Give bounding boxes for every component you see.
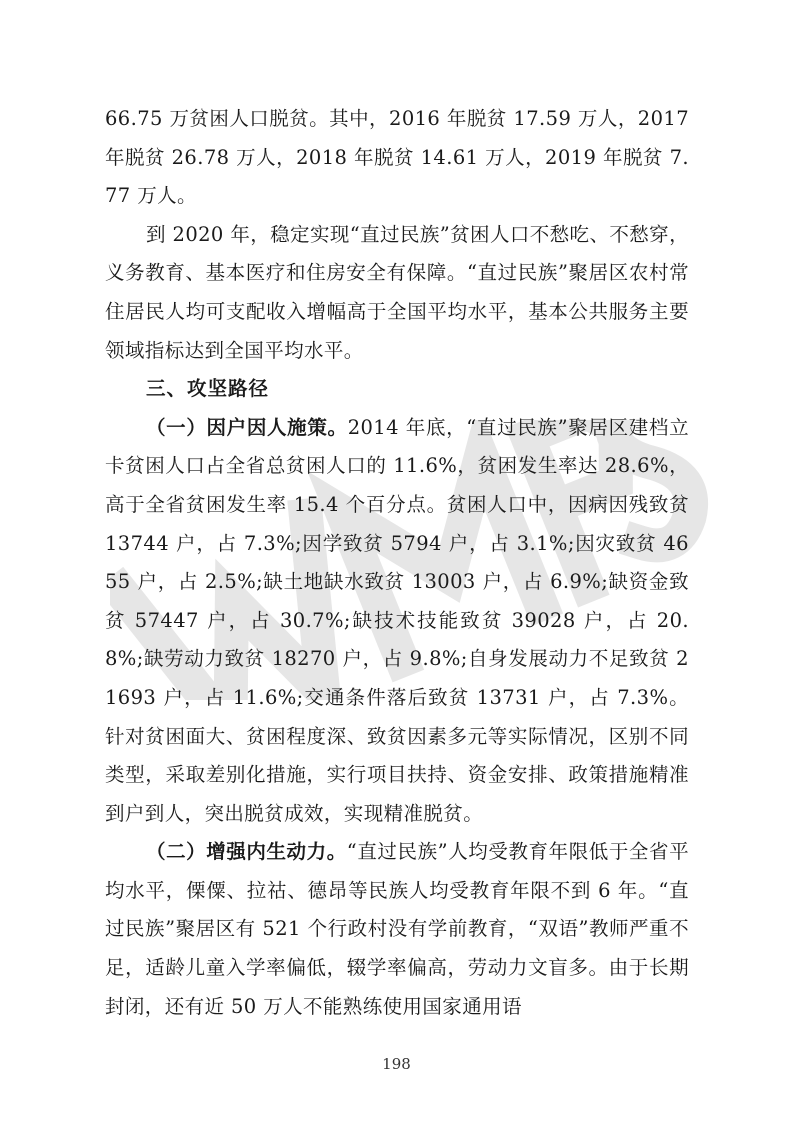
paragraph-1: 66.75 万贫困人口脱贫。其中，2016 年脱贫 17.59 万人，2017 年脱贫 26.78 万人，2018 年脱贫 14.61 万人，2019 年脱贫 7.77 万人。 bbox=[105, 107, 689, 208]
paragraph-2: 到 2020 年，稳定实现“直过民族”贫困人口不愁吃、不愁穿，义务教育、基本医疗和住房安全有保障。“直过民族”聚居区农村常住居民人均可支配收入增幅高于全国平均水平，基本公共服务主要领域指标达到全国平均水平。 bbox=[105, 222, 689, 362]
paragraph-3-body: 2014 年底，“直过民族”聚居区建档立卡贫困人口占全省总贫困人口的 11.6%，贫困发生率达 28.6%，高于全省贫困发生率 15.4 个百分点。贫困人口中，因病因残致贫 13744 户，占 7.3%;因学致贫 5794 户，占 3.1%;因灾致贫 4655 户，占 2.5%;缺土地缺水致贫 13003 户，占 6.9%;缺资金致贫 57447 户，占 30.7%;缺技术技能致贫 39028 户，占 20.8%;缺劳动力致贫 18270 户，占 9.8%;自身发展动力不足致贫 21693 户，占 11.6%;交通条件落后致贫 13731 户，占 7.3%。针对贫困面大、贫困程度深、致贫因素多元等实际情况，区别不同类型，采取差别化措施，实行项目扶持、资金安排、政策措施精准到户到人，突出脱贫成效，实现精准脱贫。 bbox=[105, 415, 689, 825]
paragraph-3-lead: （一）因户因人施策。 bbox=[146, 415, 348, 439]
paragraph-3 bbox=[105, 409, 689, 834]
paragraph-4-body: “直过民族”人均受教育年限低于全省平均水平，傈僳、拉祜、德昂等民族人均受教育年限不到 6 年。“直过民族”聚居区有 521 个行政村没有学前教育，“双语”教师严重不足，适龄儿童入学率偏低，辍学率偏高，劳动力文盲多。由于长期封闭，还有近 50 万人不能熟练使用国家通用语 bbox=[105, 840, 689, 1018]
body-text bbox=[105, 100, 689, 1026]
section-heading: 三、攻坚路径 bbox=[146, 377, 270, 401]
paragraph-4 bbox=[105, 833, 689, 1026]
paragraph-4-lead: （二）增强内生动力。 bbox=[146, 840, 347, 864]
page-number: 198 bbox=[382, 1055, 411, 1073]
